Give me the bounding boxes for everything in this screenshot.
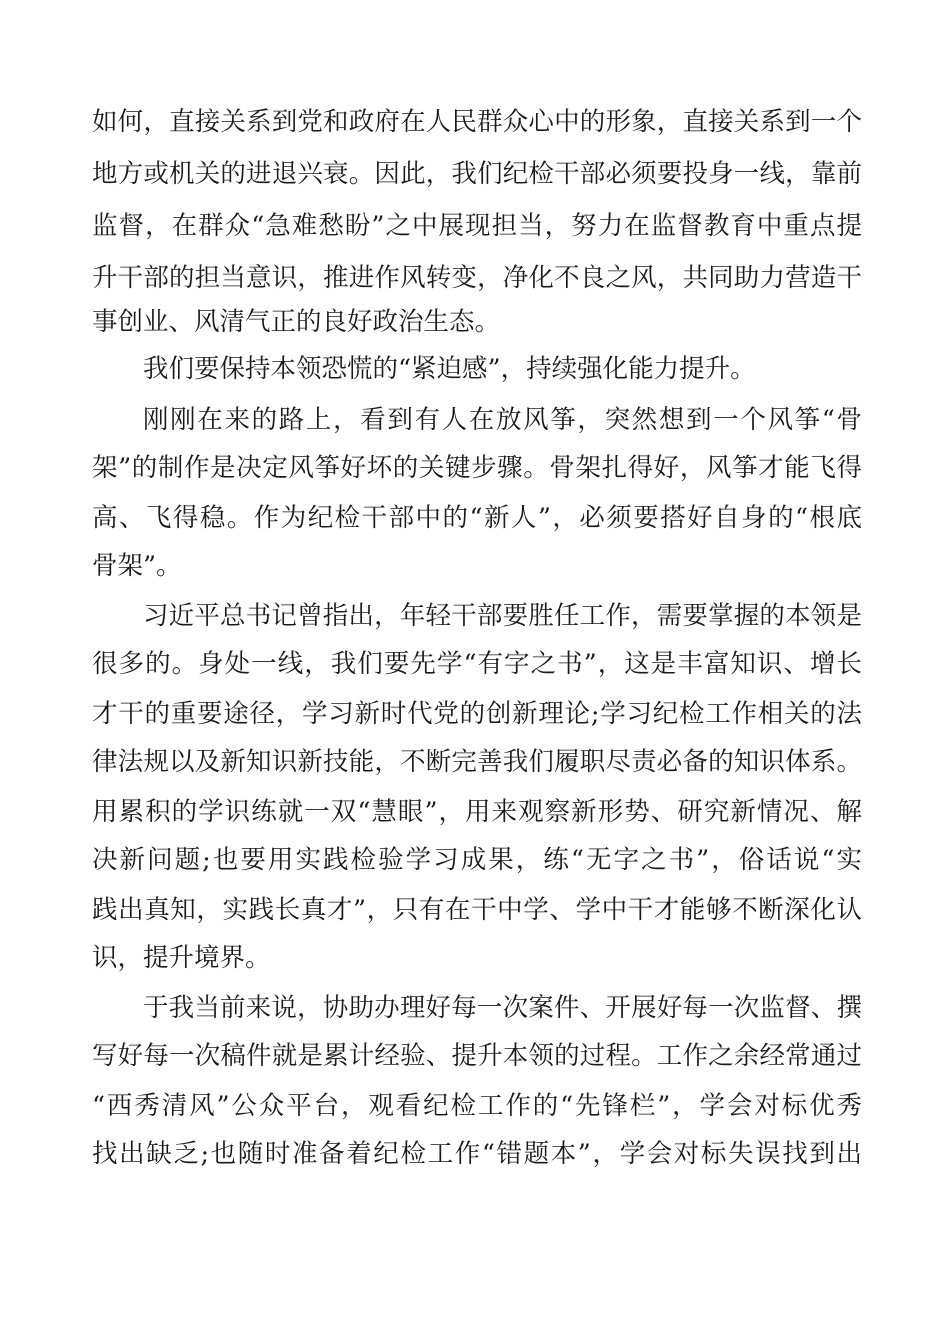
text-line: 用累积的学识练就一双“慧眼”，用来观察新形势、研究新情况、解 [92, 797, 862, 827]
text-line: 如何，直接关系到党和政府在人民群众心中的形象，直接关系到一个 [92, 107, 862, 137]
text-line: 律法规以及新知识新技能，不断完善我们履职尽责必备的知识体系。 [92, 747, 862, 777]
text-line: 我们要保持本领恐慌的“紧迫感”，持续强化能力提升。 [143, 354, 756, 384]
text-line: 骨架”。 [92, 551, 182, 581]
text-line: 才干的重要途径，学习新时代党的创新理论;学习纪检工作相关的法 [92, 699, 862, 729]
text-line: 找出缺乏;也随时准备着纪检工作“错题本”，学会对标失误找到出 [92, 1139, 862, 1169]
text-line: 践出真知，实践长真才”，只有在干中学、学中干才能够不断深化认 [92, 895, 862, 925]
text-line: 识，提升境界。 [92, 943, 271, 973]
text-line: 高、飞得稳。作为纪检干部中的“新人”，必须要搭好自身的“根底 [92, 503, 862, 533]
text-line: 于我当前来说，协助办理好每一次案件、开展好每一次监督、撰 [143, 993, 862, 1023]
text-line: 地方或机关的进退兴衰。因此，我们纪检干部必须要投身一线，靠前 [92, 159, 862, 189]
text-line: 监督，在群众“急难愁盼”之中展现担当，努力在监督教育中重点提 [92, 211, 862, 241]
text-line: “西秀清风”公众平台，观看纪检工作的“先锋栏”，学会对标优秀 [92, 1091, 862, 1121]
text-line: 架”的制作是决定风筝好坏的关键步骤。骨架扎得好，风筝才能飞得 [92, 453, 862, 483]
text-line: 升干部的担当意识，推进作风转变，净化不良之风，共同助力营造干 [92, 263, 862, 293]
text-line: 事创业、风清气正的良好政治生态。 [92, 307, 501, 337]
text-line: 决新问题;也要用实践检验学习成果，练“无字之书”，俗话说“实 [92, 845, 862, 875]
text-line: 刚刚在来的路上，看到有人在放风筝，突然想到一个风筝“骨 [143, 405, 862, 435]
text-line: 习近平总书记曾指出，年轻干部要胜任工作，需要掌握的本领是 [143, 601, 862, 631]
text-line: 很多的。身处一线，我们要先学“有字之书”，这是丰富知识、增长 [92, 649, 862, 679]
text-line: 写好每一次稿件就是累计经验、提升本领的过程。工作之余经常通过 [92, 1041, 862, 1071]
